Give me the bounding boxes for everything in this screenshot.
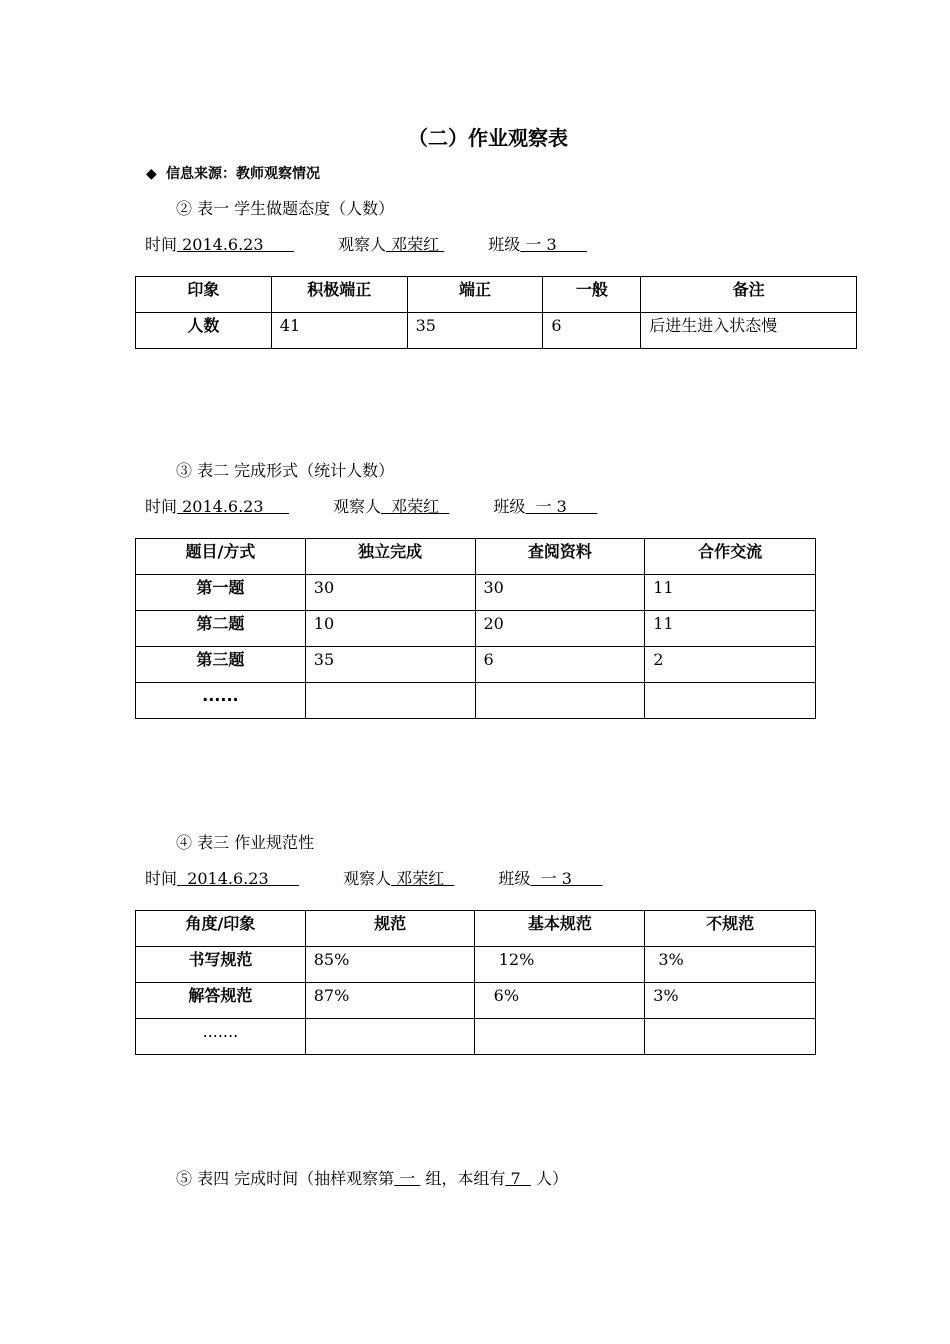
info-source-text: 信息来源：教师观察情况	[166, 166, 320, 182]
observer-value: 邓荣红	[386, 235, 445, 254]
table1	[135, 276, 857, 349]
table-header-cell: 一般	[543, 277, 641, 313]
table-header-cell: 查阅资料	[475, 539, 645, 575]
table-header-cell: 独立完成	[305, 539, 475, 575]
class-value: 一 3	[530, 869, 603, 888]
table2-meta	[145, 494, 597, 517]
table-row	[136, 313, 857, 349]
table-cell: 85%	[305, 947, 475, 983]
table-header-cell: 基本规范	[475, 911, 645, 947]
table-cell: 6%	[475, 983, 645, 1019]
table-header-cell: 题目/方式	[136, 539, 306, 575]
table-cell: 2	[645, 647, 816, 683]
observer-value: 邓荣红	[391, 869, 455, 888]
class-label: 班级	[498, 869, 531, 888]
table-cell: 11	[645, 611, 816, 647]
table-cell: 30	[475, 575, 645, 611]
table-cell	[645, 1019, 816, 1055]
table-row	[136, 611, 816, 647]
table-header-cell: 角度/印象	[136, 911, 306, 947]
table-cell: 3%	[645, 947, 816, 983]
table4-caption-mid: 组，本组有	[420, 1169, 506, 1188]
diamond-bullet-icon: ◆	[146, 166, 157, 182]
table-cell: 35	[305, 647, 475, 683]
table-header-row	[136, 911, 816, 947]
row-label-cell: 解答规范	[136, 983, 306, 1019]
table-header-cell: 备注	[641, 277, 857, 313]
table-cell	[645, 683, 816, 719]
table4-caption-suffix: 人）	[530, 1169, 568, 1188]
table-row	[136, 983, 816, 1019]
table-row	[136, 947, 816, 983]
table-cell	[305, 1019, 475, 1055]
table-header-cell: 规范	[305, 911, 475, 947]
time-label: 时间	[145, 235, 178, 254]
table3-caption: ④ 表三 作业规范性	[176, 833, 315, 852]
observer-label: 观察人	[338, 235, 387, 254]
row-label-cell: 第一题	[136, 575, 306, 611]
table-cell: 35	[407, 313, 543, 349]
table-cell: 12%	[475, 947, 645, 983]
table1-caption: ② 表一 学生做题态度（人数）	[176, 199, 395, 218]
table-header-cell: 端正	[407, 277, 543, 313]
table-cell: 后进生进入状态慢	[641, 313, 857, 349]
table2	[135, 538, 816, 719]
table-header-row	[136, 539, 816, 575]
time-value: 2014.6.23	[177, 497, 289, 516]
time-value: 2014.6.23	[177, 869, 300, 888]
time-label: 时间	[145, 497, 178, 516]
class-label: 班级	[493, 497, 526, 516]
table-cell: 6	[475, 647, 645, 683]
row-label-cell: ......	[136, 683, 306, 719]
observer-label: 观察人	[343, 869, 392, 888]
info-source-line	[146, 163, 320, 183]
class-value: 一 3	[525, 497, 598, 516]
table3-meta	[145, 866, 602, 889]
table-cell	[475, 683, 645, 719]
table-cell: 41	[271, 313, 407, 349]
row-label-cell: 第三题	[136, 647, 306, 683]
table-cell: 6	[543, 313, 641, 349]
table4-caption-prefix: ⑤ 表四 完成时间（抽样观察第	[176, 1169, 395, 1188]
observer-value: 邓荣红	[380, 497, 450, 516]
table-cell	[475, 1019, 645, 1055]
table-cell: 11	[645, 575, 816, 611]
table-header-cell: 积极端正	[271, 277, 407, 313]
page-title: （二）作业观察表	[408, 126, 568, 150]
time-value: 2014.6.23	[177, 235, 295, 254]
table-row	[136, 1019, 816, 1055]
table-cell: 87%	[305, 983, 475, 1019]
group-number-value: 一	[394, 1169, 421, 1188]
row-label-cell: 第二题	[136, 611, 306, 647]
table-header-cell: 合作交流	[645, 539, 816, 575]
observer-label: 观察人	[332, 497, 381, 516]
table-header-cell: 不规范	[645, 911, 816, 947]
table-cell: 30	[305, 575, 475, 611]
row-label-cell: .......	[136, 1019, 306, 1055]
table-header-row	[136, 277, 857, 313]
table3	[135, 910, 816, 1055]
row-label-cell: 人数	[136, 313, 272, 349]
table2-caption: ③ 表二 完成形式（统计人数）	[176, 461, 395, 480]
table-cell	[305, 683, 475, 719]
class-value: 一 3	[520, 235, 588, 254]
row-label-cell: 书写规范	[136, 947, 306, 983]
group-count-value: 7	[505, 1169, 531, 1188]
table-header-cell: 印象	[136, 277, 272, 313]
table-row	[136, 647, 816, 683]
table-cell: 20	[475, 611, 645, 647]
table-cell: 3%	[645, 983, 816, 1019]
table-row	[136, 683, 816, 719]
table-cell: 10	[305, 611, 475, 647]
class-label: 班级	[488, 235, 521, 254]
table1-meta	[145, 232, 587, 255]
table-row	[136, 575, 816, 611]
table4-caption	[176, 1166, 568, 1189]
time-label: 时间	[145, 869, 178, 888]
